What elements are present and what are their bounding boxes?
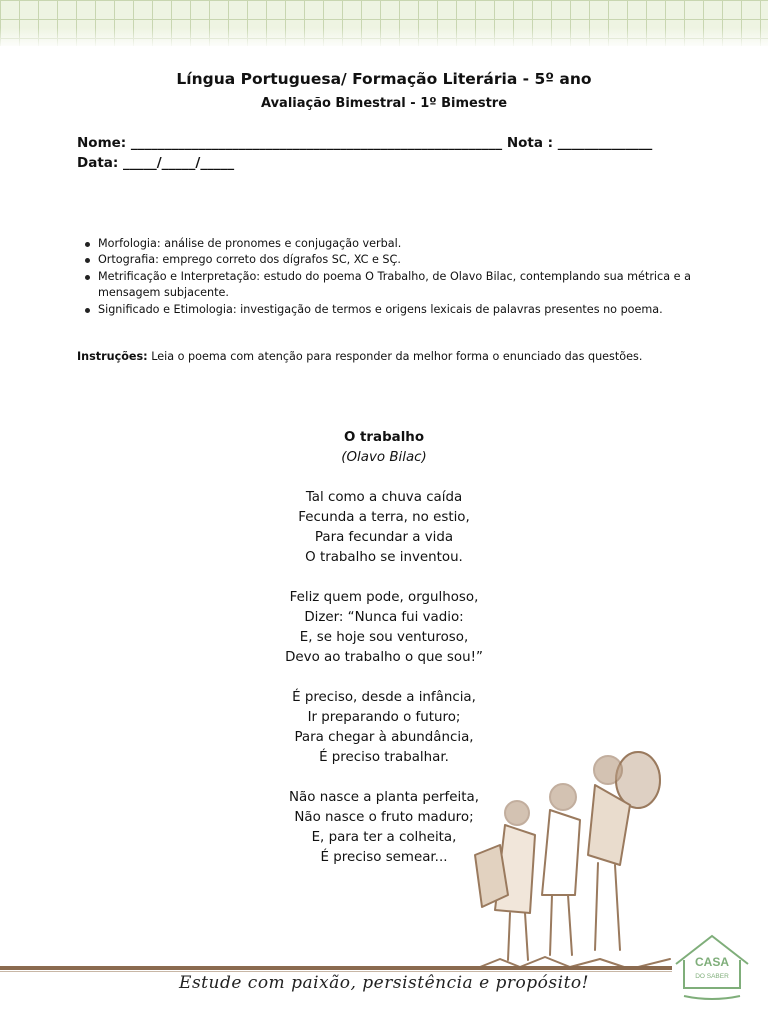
poem-title: O trabalho	[343, 430, 425, 445]
document-title: Língua Portuguesa/ Formação Literária - 5º ano	[176, 70, 592, 88]
instructions	[77, 350, 697, 363]
stanza	[0, 488, 768, 568]
instructions-text: Leia o poema com atenção para responder da melhor forma o enunciado das questões.	[147, 350, 643, 363]
verse: Fecunda a terra, no estio,	[298, 510, 470, 525]
children-reading-illustration	[470, 745, 680, 975]
document-subtitle: Avaliação Bimestral - 1º Bimestre	[260, 96, 508, 111]
name-grade-field[interactable]: Nome: _______________________________________________________ Nota : ______________	[77, 135, 653, 151]
poem-author: (Olavo Bilac)	[341, 450, 427, 465]
list-item: Ortografia: emprego correto dos dígrafos SC, XC e SÇ.	[77, 252, 691, 268]
verse: Ir preparando o futuro;	[307, 710, 461, 725]
instructions-label: Instruções:	[77, 350, 148, 363]
casa-do-saber-logo	[670, 930, 754, 1010]
logo-text-do-saber: DO SABER	[695, 973, 729, 980]
verse: E, se hoje sou venturoso,	[299, 630, 469, 645]
verse: Tal como a chuva caída	[305, 490, 463, 505]
verse: Não nasce a planta perfeita,	[289, 790, 479, 805]
topics-list	[77, 236, 691, 318]
stanza	[0, 588, 768, 668]
list-item: Metrificação e Interpretação: estudo do poema O Trabalho, de Olavo Bilac, contemplando sua métrica e a mensagem subjacente.	[77, 269, 691, 302]
footer-motto: Estude com paixão, persistência e propósito!	[179, 973, 589, 993]
verse: É preciso, desde a infância,	[292, 690, 476, 705]
verse: O trabalho se inventou.	[305, 550, 463, 565]
logo-text-casa: CASA	[694, 955, 730, 969]
verse: É preciso semear...	[320, 850, 448, 865]
footer-divider	[0, 966, 672, 970]
verse: E, para ter a colheita,	[311, 830, 457, 845]
verse: Para fecundar a vida	[314, 530, 454, 545]
date-field[interactable]: Data: _____/_____/_____	[77, 155, 235, 171]
verse: Não nasce o fruto maduro;	[294, 810, 474, 825]
verse: Feliz quem pode, orgulhoso,	[289, 590, 479, 605]
verse: É preciso trabalhar.	[319, 750, 449, 765]
verse: Para chegar à abundância,	[294, 730, 474, 745]
verse: Devo ao trabalho o que sou!”	[285, 650, 483, 665]
footer-divider-thin	[0, 971, 672, 972]
list-item: Significado e Etimologia: investigação de termos e origens lexicais de palavras presentes no poema.	[77, 302, 691, 318]
verse: Dizer: “Nunca fui vadio:	[304, 610, 464, 625]
grid-fade	[0, 0, 768, 46]
list-item: Morfologia: análise de pronomes e conjugação verbal.	[77, 236, 691, 252]
